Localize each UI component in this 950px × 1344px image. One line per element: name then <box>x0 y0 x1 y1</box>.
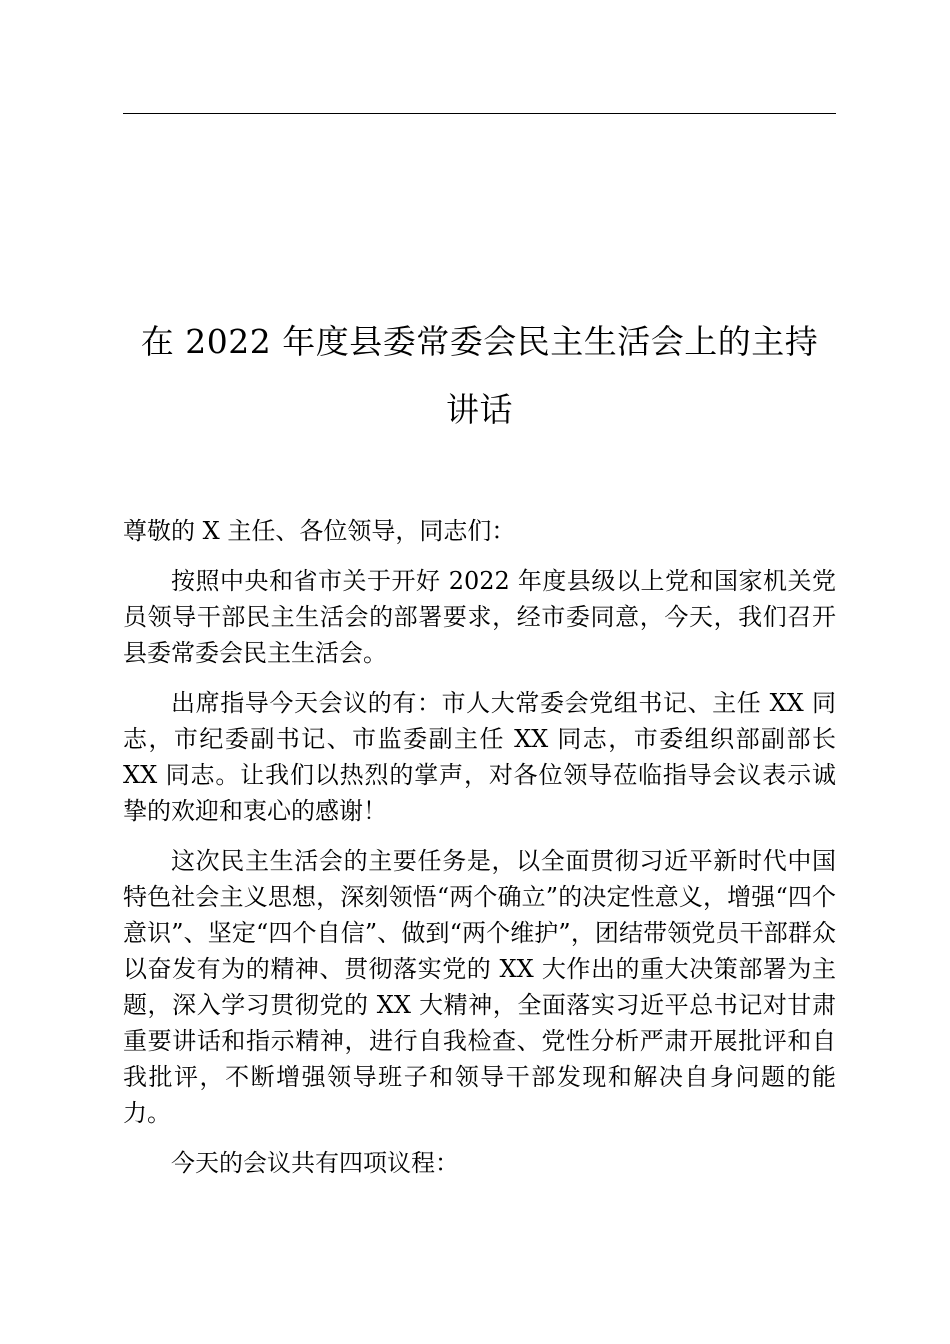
title-line-1: 在 2022 年度县委常委会民主生活会上的主持 <box>140 322 819 361</box>
paragraph: 今天的会议共有四项议程： <box>171 1149 459 1177</box>
header-rule <box>123 113 836 114</box>
salutation: 尊敬的 X 主任、各位领导，同志们： <box>123 517 516 545</box>
paragraph: 这次民主生活会的主要任务是，以全面贯彻习近平新时代中国特色社会主义思想，深刻领悟“两个确立”的决定性意义，增强“四个意识”、坚定“四个自信”、做到“两个维护”，团结带领党员干部群众以奋发有为的精神、贯彻落实党的 XX 大作出的重大决策部署为主题，深入学习贯彻党的 XX 大精神，全面落实习近平总书记对甘肃重要讲话和指示精神，进行自我检查、党性分析严肃开展批评和自我批评，不断增强领导班子和领导干部发现和解决自身问题的能力。 <box>123 847 836 1127</box>
document-title <box>123 308 836 444</box>
paragraph: 按照中央和省市关于开好 2022 年度县级以上党和国家机关党员领导干部民主生活会的部署要求，经市委同意，今天，我们召开县委常委会民主生活会。 <box>123 567 836 667</box>
paragraph: 出席指导今天会议的有：市人大常委会党组书记、主任 XX 同志，市纪委副书记、市监委副主任 XX 同志，市委组织部副部长 XX 同志。让我们以热烈的掌声，对各位领导莅临指导会议表示诚挚的欢迎和衷心的感谢！ <box>123 689 836 825</box>
title-line-2: 讲话 <box>446 390 513 429</box>
document-body <box>123 513 836 1195</box>
